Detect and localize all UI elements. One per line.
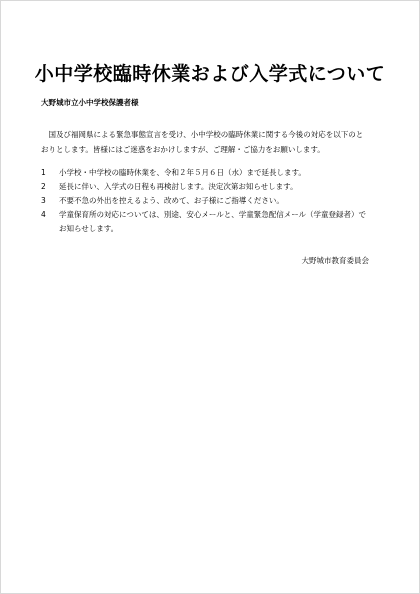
- intro-line: おりとします。皆様にはご迷惑をおかけしますが、ご理解・ご協力をお願いします。: [41, 145, 325, 154]
- list-item-number: 3: [41, 196, 46, 205]
- list-item-text: 不要不急の外出を控えるよう、改めて、お子様にご指導ください。: [59, 196, 284, 205]
- list-item-continuation: お知らせします。: [59, 224, 119, 233]
- intro-line: 国及び福岡県による緊急事態宣言を受け、小中学校の臨時休業に関する今後の対応を以下のと: [41, 130, 364, 139]
- intro-paragraph: [41, 127, 386, 157]
- list-item-number: 4: [41, 210, 46, 219]
- numbered-list: [41, 166, 391, 236]
- document-title: 小中学校臨時休業および入学式について: [34, 63, 386, 85]
- list-item: [41, 194, 391, 208]
- addressee: 大野城市立小中学校保護者様: [41, 98, 139, 107]
- list-item: [41, 180, 391, 194]
- list-item-number: 2: [41, 182, 46, 191]
- list-item-text: 小学校・中学校の臨時休業を、令和２年５月６日（水）まで延長します。: [59, 168, 306, 177]
- signature: 大野城市教育委員会: [301, 256, 369, 265]
- list-item: [41, 208, 391, 236]
- list-item-text: 延長に伴い、入学式の日程も再検討します。決定次第お知らせします。: [59, 182, 298, 191]
- list-item-text: 学童保育所の対応については、別途、安心メールと、学童緊急配信メール（学童登録者）で: [59, 210, 367, 219]
- list-item: [41, 166, 391, 180]
- list-item-number: 1: [41, 168, 46, 177]
